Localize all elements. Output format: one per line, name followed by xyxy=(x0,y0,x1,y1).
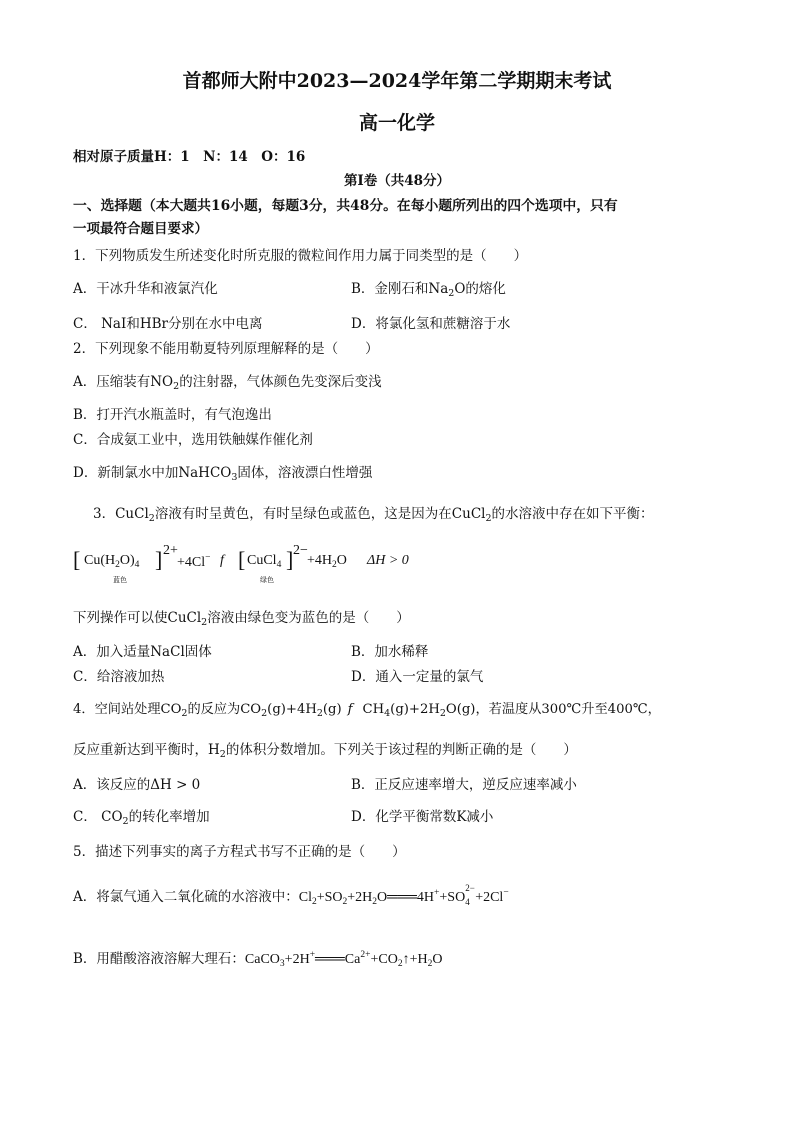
question-4-stem: 4．空间站处理$CO_2$的反应为$CO_2(g)+4H_2(g)$ f $CH_4(g)+2H_2O(g)$，若温度从300℃升至400℃， xyxy=(73,702,661,719)
atomic-mass-line: 相对原子质量H：1 N：14 O：16 xyxy=(73,149,306,165)
question-4-option-c: C． $CO_2$的转化率增加 xyxy=(73,809,210,827)
question-4-option-d: D．化学平衡常数K减小 xyxy=(351,809,494,825)
chloride-term: +4Cl− xyxy=(177,553,211,570)
water-term: $+4H_2O$ xyxy=(307,553,347,570)
complex-left: $Cu(H_2O)_4$ xyxy=(84,553,140,570)
question-2-stem: 2．下列现象不能用勒夏特列原理解释的是（ ） xyxy=(73,341,379,357)
question-3-option-d: D．通入一定量的氯气 xyxy=(351,669,484,685)
question-2-option-a: A．压缩装有$NO_2$的注射器，气体颜色先变深后变浅 xyxy=(73,374,382,392)
question-2-option-d: D．新制氯水中加NaHCO$_3$固体，溶液漂白性增强 xyxy=(73,465,373,483)
section-heading-line1: 一、选择题（本大题共16小题，每题3分，共48分。在每小题所列出的四个选项中，只有 xyxy=(73,198,618,214)
blue-label: 蓝色 xyxy=(113,576,127,584)
equilibrium-arrow: f xyxy=(220,553,224,568)
question-4-option-a: A．该反应的ΔH > 0 xyxy=(73,777,201,793)
question-1-stem: 1．下列物质发生所述变化时所克服的微粒间作用力属于同类型的是（ ） xyxy=(73,248,528,264)
question-3-option-b: B．加水稀释 xyxy=(351,644,429,660)
subject-title: 高一化学 xyxy=(358,112,435,134)
right-bracket-close: ] xyxy=(286,547,294,572)
question-3-option-c: C．给溶液加热 xyxy=(73,669,165,685)
question-5-option-b: B．用醋酸溶液溶解大理石：$CaCO_3+2H^+═══Ca^{2+}+CO_2↑+H_2O$ xyxy=(73,950,443,969)
right-bracket-open: [ xyxy=(238,547,246,572)
right-charge: 2− xyxy=(293,543,308,558)
complex-right: CuCl$_4$ xyxy=(247,553,282,570)
left-bracket-open: [ xyxy=(73,547,81,572)
question-1-option-d: D．将氯化氢和蔗糖溶于水 xyxy=(351,316,511,332)
volume-heading: 第I卷（共48分） xyxy=(343,173,451,189)
question-2-option-b: B．打开汽水瓶盖时，有气泡逸出 xyxy=(73,407,272,423)
question-3-option-a: A．加入适量NaCl固体 xyxy=(73,644,212,660)
question-5-option-a: A．将氯气通入二氧化硫的水溶液中：$Cl_2+SO_2+2H_2O═══4H^++SO$ 2− 4 +2Cl− xyxy=(73,883,509,907)
question-1-option-b: B．金刚石和$Na_2O$的熔化 xyxy=(351,281,506,299)
question-3-stem: 3．CuCl$_2$溶液有时呈黄色，有时呈绿色或蓝色，这是因为在CuCl$_2$的水溶液中存在如下平衡： xyxy=(93,506,654,524)
question-3-ask: 下列操作可以使CuCl$_2$溶液由绿色变为蓝色的是（ ） xyxy=(73,610,410,628)
equilibrium-equation xyxy=(73,543,433,587)
left-charge: 2+ xyxy=(163,543,178,558)
question-4-arrow: f xyxy=(347,702,353,717)
question-2-option-c: C．合成氨工业中，选用铁触媒作催化剂 xyxy=(73,432,313,448)
left-bracket-close: ] xyxy=(155,547,163,572)
green-label: 绿色 xyxy=(260,576,274,584)
question-5-stem: 5．描述下列事实的离子方程式书写不正确的是（ ） xyxy=(73,844,406,860)
question-1-option-a: A．干冰升华和液氯汽化 xyxy=(73,281,218,297)
question-4-option-b: B．正反应速率增大，逆反应速率减小 xyxy=(351,777,577,793)
section-heading-line2: 一项最符合题目要求） xyxy=(73,221,208,237)
exam-title: 首都师大附中2023—2024学年第二学期期末考试 xyxy=(182,70,612,92)
question-1-option-c: C． NaI和HBr分别在水中电离 xyxy=(73,316,263,332)
question-4-line2: 反应重新达到平衡时，$H_2$的体积分数增加。下列关于该过程的判断正确的是（ ） xyxy=(73,742,577,760)
enthalpy-condition: ΔH > 0 xyxy=(367,553,409,568)
